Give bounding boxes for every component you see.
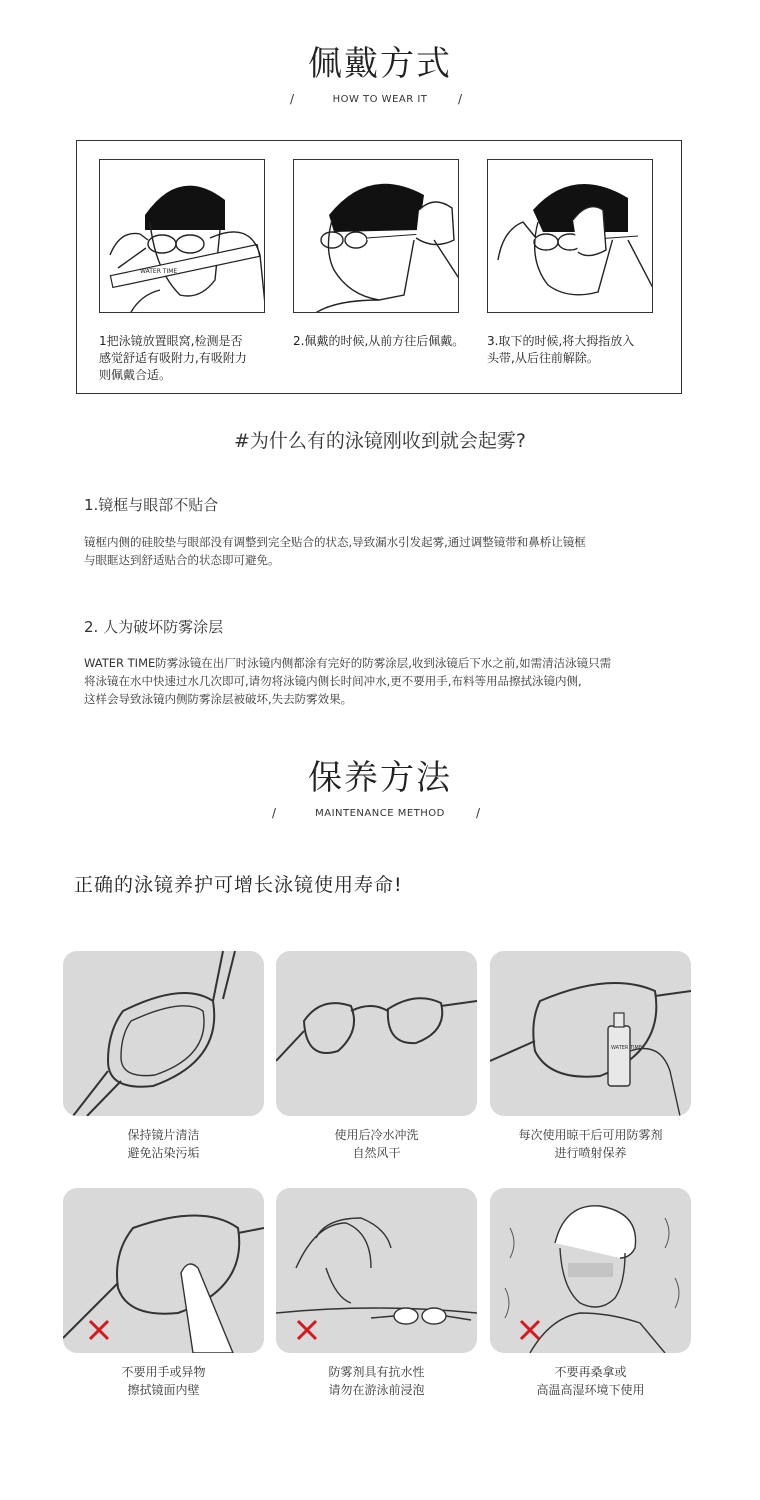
cap-brand-text: WATER TIME xyxy=(140,268,178,275)
care-dont-1-illustration xyxy=(63,1188,264,1353)
divider-slash: / xyxy=(476,806,481,820)
divider-slash: / xyxy=(272,806,277,820)
fog-question-heading: #为什么有的泳镜刚收到就会起雾? xyxy=(233,430,526,452)
wear-section-title: 佩戴方式 xyxy=(308,44,452,84)
care-section-title: 保养方法 xyxy=(308,758,452,798)
care-section-subtitle: MAINTENANCE METHOD xyxy=(315,808,445,819)
care-dont-1-caption: 不要用手或异物 擦拭镜面内壁 xyxy=(121,1365,206,1397)
reason-2-body: WATER TIME防雾泳镜在出厂时泳镜内侧都涂有完好的防雾涂层,收到泳镜后下水之前,如需清洁泳镜只需 将泳镜在水中快速过水几次即可,请勿将泳镜内侧长时间冲水,更不要用手,布料等用品擦拭泳镜内侧, 这样会导致泳镜内侧防雾涂层被破坏,失去防雾效果。 xyxy=(84,656,612,706)
care-do-2-illustration xyxy=(276,951,477,1116)
care-dont-2-caption: 防雾剂具有抗水性 请勿在游泳前浸泡 xyxy=(328,1365,425,1397)
divider-slash: / xyxy=(458,92,463,106)
reason-1-heading: 1.镜框与眼部不贴合 xyxy=(84,496,219,514)
wear-step-1-illustration xyxy=(99,159,265,313)
wear-steps-frame xyxy=(76,140,682,394)
care-do-3-illustration xyxy=(490,951,691,1116)
cross-icon xyxy=(298,1321,316,1339)
divider-slash: / xyxy=(290,92,295,106)
care-dont-2-illustration xyxy=(276,1188,477,1353)
care-do-2-caption: 使用后冷水冲洗 自然风干 xyxy=(334,1128,419,1160)
wear-step-3-caption: 3.取下的时候,将大拇指放入 头带,从后往前解除。 xyxy=(487,334,635,365)
wear-step-2-illustration xyxy=(293,159,459,313)
care-do-1-illustration xyxy=(63,951,264,1116)
reason-1-body: 镜框内侧的硅胶垫与眼部没有调整到完全贴合的状态,导致漏水引发起雾,通过调整镜带和鼻桥让镜框 与眼眶达到舒适贴合的状态即可避免。 xyxy=(84,535,586,567)
wear-step-2-caption: 2.佩戴的时候,从前方往后佩戴。 xyxy=(293,334,465,348)
care-do-3-caption: 每次使用晾干后可用防雾剂 进行喷射保养 xyxy=(518,1128,663,1160)
care-do-1-caption: 保持镜片清洁 避免沾染污垢 xyxy=(127,1128,200,1160)
cross-icon xyxy=(521,1321,539,1339)
reason-2-heading: 2. 人为破坏防雾涂层 xyxy=(84,618,224,636)
wear-step-1-caption: 1把泳镜放置眼窝,检测是否 感觉舒适有吸附力,有吸附力 则佩戴合适。 xyxy=(99,334,247,382)
care-dont-3-illustration xyxy=(490,1188,691,1353)
wear-step-3-illustration xyxy=(487,159,653,313)
cross-icon xyxy=(90,1321,108,1339)
spray-bottle-label: WATER TIME xyxy=(611,1045,642,1051)
care-lead-text: 正确的泳镜养护可增长泳镜使用寿命! xyxy=(74,874,403,896)
care-dont-3-caption: 不要再桑拿或 高温高湿环境下使用 xyxy=(536,1365,645,1397)
wear-section-subtitle: HOW TO WEAR IT xyxy=(332,94,428,105)
